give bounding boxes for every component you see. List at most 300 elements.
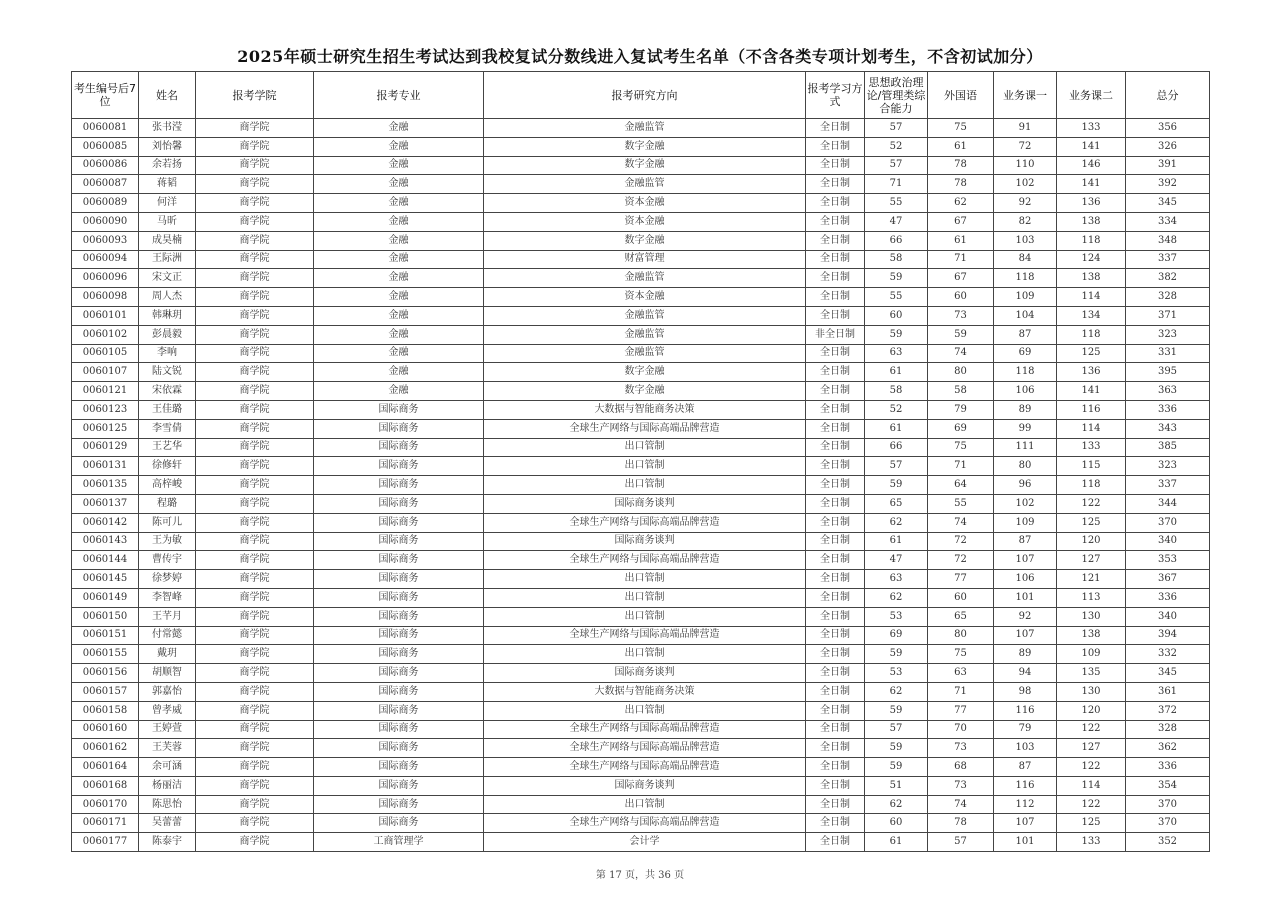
table-row (72, 212, 1210, 231)
cell-name: 宋文正 (139, 269, 196, 288)
cell-study-mode: 全日制 (806, 156, 865, 175)
cell-foreign-language: 57 (928, 833, 994, 852)
cell-subject-one: 118 (994, 269, 1057, 288)
cell-research-direction: 数字金融 (484, 137, 806, 156)
cell-politics-score: 58 (865, 250, 928, 269)
table-row (72, 382, 1210, 401)
cell-politics-score: 53 (865, 664, 928, 683)
cell-research-direction: 全球生产网络与国际高端品牌营造 (484, 626, 806, 645)
cell-total-score: 348 (1126, 231, 1210, 250)
cell-subject-two: 114 (1057, 288, 1126, 307)
cell-politics-score: 61 (865, 532, 928, 551)
cell-subject-two: 115 (1057, 457, 1126, 476)
cell-foreign-language: 80 (928, 363, 994, 382)
header-total-score: 总分 (1126, 72, 1210, 119)
cell-major: 国际商务 (314, 532, 484, 551)
header-college: 报考学院 (196, 72, 314, 119)
cell-research-direction: 金融监管 (484, 119, 806, 138)
cell-subject-two: 122 (1057, 494, 1126, 513)
cell-research-direction: 出口管制 (484, 795, 806, 814)
cell-college: 商学院 (196, 720, 314, 739)
cell-study-mode: 全日制 (806, 682, 865, 701)
cell-major: 国际商务 (314, 720, 484, 739)
cell-study-mode: 全日制 (806, 382, 865, 401)
cell-college: 商学院 (196, 758, 314, 777)
table-row (72, 419, 1210, 438)
cell-subject-two: 136 (1057, 194, 1126, 213)
cell-candidate-id: 0060087 (72, 175, 139, 194)
cell-candidate-id: 0060162 (72, 739, 139, 758)
cell-foreign-language: 61 (928, 231, 994, 250)
cell-major: 金融 (314, 363, 484, 382)
header-study-mode: 报考学习方式 (806, 72, 865, 119)
cell-subject-one: 107 (994, 626, 1057, 645)
cell-candidate-id: 0060081 (72, 119, 139, 138)
cell-total-score: 370 (1126, 795, 1210, 814)
cell-subject-one: 111 (994, 438, 1057, 457)
cell-college: 商学院 (196, 494, 314, 513)
cell-politics-score: 63 (865, 570, 928, 589)
table-row (72, 494, 1210, 513)
cell-subject-two: 113 (1057, 588, 1126, 607)
cell-politics-score: 47 (865, 551, 928, 570)
header-research-direction: 报考研究方向 (484, 72, 806, 119)
cell-politics-score: 57 (865, 119, 928, 138)
cell-politics-score: 60 (865, 306, 928, 325)
table-row (72, 607, 1210, 626)
cell-major: 金融 (314, 194, 484, 213)
cell-subject-one: 91 (994, 119, 1057, 138)
cell-candidate-id: 0060151 (72, 626, 139, 645)
cell-candidate-id: 0060101 (72, 306, 139, 325)
cell-name: 徐修轩 (139, 457, 196, 476)
cell-study-mode: 全日制 (806, 588, 865, 607)
cell-research-direction: 全球生产网络与国际高端品牌营造 (484, 551, 806, 570)
cell-major: 国际商务 (314, 494, 484, 513)
cell-subject-one: 107 (994, 814, 1057, 833)
cell-foreign-language: 64 (928, 476, 994, 495)
cell-subject-two: 124 (1057, 250, 1126, 269)
cell-study-mode: 全日制 (806, 419, 865, 438)
cell-subject-two: 130 (1057, 682, 1126, 701)
cell-candidate-id: 0060168 (72, 776, 139, 795)
cell-study-mode: 全日制 (806, 758, 865, 777)
table-row (72, 119, 1210, 138)
cell-study-mode: 全日制 (806, 137, 865, 156)
cell-study-mode: 全日制 (806, 570, 865, 589)
cell-subject-two: 122 (1057, 795, 1126, 814)
cell-subject-one: 104 (994, 306, 1057, 325)
cell-major: 国际商务 (314, 551, 484, 570)
cell-subject-one: 101 (994, 833, 1057, 852)
cell-subject-two: 114 (1057, 776, 1126, 795)
cell-total-score: 370 (1126, 814, 1210, 833)
cell-politics-score: 63 (865, 344, 928, 363)
table-row (72, 156, 1210, 175)
cell-subject-one: 87 (994, 325, 1057, 344)
cell-study-mode: 全日制 (806, 457, 865, 476)
cell-foreign-language: 73 (928, 776, 994, 795)
cell-subject-two: 125 (1057, 344, 1126, 363)
cell-major: 金融 (314, 156, 484, 175)
cell-subject-two: 138 (1057, 626, 1126, 645)
cell-politics-score: 55 (865, 194, 928, 213)
table-row (72, 250, 1210, 269)
cell-politics-score: 71 (865, 175, 928, 194)
cell-subject-one: 72 (994, 137, 1057, 156)
cell-research-direction: 资本金融 (484, 288, 806, 307)
table-row (72, 400, 1210, 419)
cell-college: 商学院 (196, 814, 314, 833)
cell-subject-one: 94 (994, 664, 1057, 683)
cell-total-score: 367 (1126, 570, 1210, 589)
cell-subject-one: 92 (994, 607, 1057, 626)
cell-candidate-id: 0060093 (72, 231, 139, 250)
cell-research-direction: 全球生产网络与国际高端品牌营造 (484, 419, 806, 438)
cell-subject-one: 106 (994, 570, 1057, 589)
cell-major: 国际商务 (314, 476, 484, 495)
cell-total-score: 385 (1126, 438, 1210, 457)
cell-major: 国际商务 (314, 814, 484, 833)
cell-subject-two: 138 (1057, 212, 1126, 231)
cell-study-mode: 全日制 (806, 306, 865, 325)
cell-research-direction: 大数据与智能商务决策 (484, 682, 806, 701)
cell-college: 商学院 (196, 664, 314, 683)
cell-politics-score: 47 (865, 212, 928, 231)
table-row (72, 570, 1210, 589)
table-row (72, 288, 1210, 307)
table-row (72, 231, 1210, 250)
cell-name: 郭嘉怡 (139, 682, 196, 701)
cell-college: 商学院 (196, 513, 314, 532)
cell-study-mode: 全日制 (806, 250, 865, 269)
cell-college: 商学院 (196, 588, 314, 607)
cell-name: 王芙蓉 (139, 739, 196, 758)
cell-foreign-language: 63 (928, 664, 994, 683)
cell-foreign-language: 71 (928, 457, 994, 476)
cell-research-direction: 金融监管 (484, 175, 806, 194)
cell-foreign-language: 73 (928, 739, 994, 758)
cell-college: 商学院 (196, 175, 314, 194)
cell-politics-score: 61 (865, 363, 928, 382)
cell-college: 商学院 (196, 400, 314, 419)
cell-major: 国际商务 (314, 588, 484, 607)
cell-name: 张书滢 (139, 119, 196, 138)
cell-name: 王芊月 (139, 607, 196, 626)
cell-subject-one: 84 (994, 250, 1057, 269)
cell-politics-score: 57 (865, 457, 928, 476)
cell-politics-score: 59 (865, 269, 928, 288)
cell-subject-one: 109 (994, 288, 1057, 307)
cell-candidate-id: 0060137 (72, 494, 139, 513)
cell-name: 陈泰宇 (139, 833, 196, 852)
cell-subject-one: 87 (994, 532, 1057, 551)
cell-total-score: 345 (1126, 664, 1210, 683)
cell-name: 王为敏 (139, 532, 196, 551)
table-row (72, 814, 1210, 833)
cell-candidate-id: 0060098 (72, 288, 139, 307)
cell-politics-score: 52 (865, 400, 928, 419)
cell-foreign-language: 74 (928, 513, 994, 532)
cell-subject-two: 118 (1057, 325, 1126, 344)
cell-total-score: 363 (1126, 382, 1210, 401)
cell-college: 商学院 (196, 156, 314, 175)
cell-research-direction: 出口管制 (484, 607, 806, 626)
cell-total-score: 336 (1126, 588, 1210, 607)
cell-major: 国际商务 (314, 419, 484, 438)
cell-subject-two: 136 (1057, 363, 1126, 382)
cell-politics-score: 59 (865, 645, 928, 664)
cell-foreign-language: 72 (928, 532, 994, 551)
cell-major: 金融 (314, 137, 484, 156)
cell-subject-two: 141 (1057, 175, 1126, 194)
cell-college: 商学院 (196, 551, 314, 570)
cell-total-score: 343 (1126, 419, 1210, 438)
cell-foreign-language: 70 (928, 720, 994, 739)
cell-research-direction: 全球生产网络与国际高端品牌营造 (484, 720, 806, 739)
cell-research-direction: 出口管制 (484, 457, 806, 476)
cell-foreign-language: 78 (928, 814, 994, 833)
cell-college: 商学院 (196, 701, 314, 720)
cell-college: 商学院 (196, 288, 314, 307)
cell-total-score: 391 (1126, 156, 1210, 175)
document-title: 2025年硕士研究生招生考试达到我校复试分数线进入复试考生名单（不含各类专项计划考生，不含初试加分） (237, 47, 1043, 66)
cell-college: 商学院 (196, 626, 314, 645)
cell-subject-two: 127 (1057, 551, 1126, 570)
cell-subject-one: 82 (994, 212, 1057, 231)
table-row (72, 682, 1210, 701)
table-row (72, 325, 1210, 344)
table-header-row (72, 72, 1210, 119)
cell-name: 韩琳玥 (139, 306, 196, 325)
cell-name: 蒋韬 (139, 175, 196, 194)
cell-major: 国际商务 (314, 682, 484, 701)
cell-politics-score: 59 (865, 701, 928, 720)
cell-study-mode: 全日制 (806, 776, 865, 795)
cell-research-direction: 会计学 (484, 833, 806, 852)
cell-subject-one: 99 (994, 419, 1057, 438)
cell-college: 商学院 (196, 382, 314, 401)
cell-total-score: 394 (1126, 626, 1210, 645)
cell-research-direction: 国际商务谈判 (484, 494, 806, 513)
table-row (72, 626, 1210, 645)
cell-subject-two: 120 (1057, 701, 1126, 720)
cell-college: 商学院 (196, 231, 314, 250)
cell-total-score: 382 (1126, 269, 1210, 288)
table-row (72, 457, 1210, 476)
cell-major: 国际商务 (314, 795, 484, 814)
cell-foreign-language: 71 (928, 250, 994, 269)
cell-major: 金融 (314, 231, 484, 250)
cell-candidate-id: 0060089 (72, 194, 139, 213)
cell-candidate-id: 0060142 (72, 513, 139, 532)
cell-college: 商学院 (196, 833, 314, 852)
cell-foreign-language: 74 (928, 344, 994, 363)
cell-subject-two: 135 (1057, 664, 1126, 683)
cell-research-direction: 全球生产网络与国际高端品牌营造 (484, 814, 806, 833)
cell-major: 国际商务 (314, 758, 484, 777)
cell-candidate-id: 0060150 (72, 607, 139, 626)
table-row (72, 551, 1210, 570)
cell-subject-two: 133 (1057, 833, 1126, 852)
cell-research-direction: 国际商务谈判 (484, 776, 806, 795)
cell-study-mode: 全日制 (806, 344, 865, 363)
cell-subject-two: 114 (1057, 419, 1126, 438)
cell-candidate-id: 0060105 (72, 344, 139, 363)
cell-research-direction: 数字金融 (484, 231, 806, 250)
cell-college: 商学院 (196, 306, 314, 325)
cell-subject-one: 96 (994, 476, 1057, 495)
cell-study-mode: 全日制 (806, 833, 865, 852)
cell-name: 徐梦婷 (139, 570, 196, 589)
cell-total-score: 371 (1126, 306, 1210, 325)
cell-total-score: 336 (1126, 758, 1210, 777)
cell-research-direction: 财富管理 (484, 250, 806, 269)
table-row (72, 532, 1210, 551)
candidate-table (71, 71, 1210, 852)
cell-college: 商学院 (196, 194, 314, 213)
cell-study-mode: 全日制 (806, 400, 865, 419)
cell-name: 高梓峻 (139, 476, 196, 495)
cell-total-score: 332 (1126, 645, 1210, 664)
cell-politics-score: 61 (865, 833, 928, 852)
table-row (72, 645, 1210, 664)
cell-college: 商学院 (196, 476, 314, 495)
header-subject-two: 业务课二 (1057, 72, 1126, 119)
cell-study-mode: 全日制 (806, 513, 865, 532)
header-subject-one: 业务课一 (994, 72, 1057, 119)
cell-foreign-language: 58 (928, 382, 994, 401)
cell-candidate-id: 0060155 (72, 645, 139, 664)
cell-total-score: 354 (1126, 776, 1210, 795)
cell-subject-one: 102 (994, 175, 1057, 194)
cell-politics-score: 59 (865, 758, 928, 777)
cell-politics-score: 62 (865, 513, 928, 532)
cell-subject-one: 112 (994, 795, 1057, 814)
cell-subject-one: 69 (994, 344, 1057, 363)
cell-subject-two: 122 (1057, 720, 1126, 739)
cell-research-direction: 出口管制 (484, 645, 806, 664)
table-row (72, 306, 1210, 325)
cell-candidate-id: 0060143 (72, 532, 139, 551)
cell-college: 商学院 (196, 776, 314, 795)
cell-subject-one: 89 (994, 645, 1057, 664)
cell-research-direction: 国际商务谈判 (484, 664, 806, 683)
cell-research-direction: 出口管制 (484, 588, 806, 607)
cell-politics-score: 59 (865, 739, 928, 758)
cell-politics-score: 66 (865, 231, 928, 250)
cell-total-score: 353 (1126, 551, 1210, 570)
cell-research-direction: 出口管制 (484, 476, 806, 495)
cell-total-score: 337 (1126, 250, 1210, 269)
cell-subject-two: 109 (1057, 645, 1126, 664)
cell-subject-one: 87 (994, 758, 1057, 777)
cell-major: 国际商务 (314, 457, 484, 476)
cell-major: 国际商务 (314, 400, 484, 419)
cell-subject-one: 116 (994, 701, 1057, 720)
cell-foreign-language: 77 (928, 701, 994, 720)
cell-major: 国际商务 (314, 664, 484, 683)
cell-major: 金融 (314, 175, 484, 194)
cell-study-mode: 全日制 (806, 363, 865, 382)
cell-total-score: 392 (1126, 175, 1210, 194)
cell-subject-two: 118 (1057, 231, 1126, 250)
cell-major: 国际商务 (314, 645, 484, 664)
table-row (72, 701, 1210, 720)
cell-subject-two: 133 (1057, 438, 1126, 457)
cell-subject-two: 121 (1057, 570, 1126, 589)
cell-study-mode: 非全日制 (806, 325, 865, 344)
cell-college: 商学院 (196, 645, 314, 664)
cell-research-direction: 国际商务谈判 (484, 532, 806, 551)
cell-foreign-language: 68 (928, 758, 994, 777)
cell-politics-score: 62 (865, 795, 928, 814)
cell-candidate-id: 0060094 (72, 250, 139, 269)
cell-college: 商学院 (196, 269, 314, 288)
cell-college: 商学院 (196, 137, 314, 156)
table-row (72, 513, 1210, 532)
cell-name: 曹传宇 (139, 551, 196, 570)
cell-subject-one: 106 (994, 382, 1057, 401)
cell-politics-score: 53 (865, 607, 928, 626)
cell-study-mode: 全日制 (806, 664, 865, 683)
cell-college: 商学院 (196, 212, 314, 231)
cell-total-score: 370 (1126, 513, 1210, 532)
cell-subject-two: 141 (1057, 137, 1126, 156)
cell-study-mode: 全日制 (806, 269, 865, 288)
cell-candidate-id: 0060107 (72, 363, 139, 382)
header-foreign-language: 外国语 (928, 72, 994, 119)
cell-subject-one: 103 (994, 231, 1057, 250)
table-row (72, 739, 1210, 758)
table-row (72, 363, 1210, 382)
cell-major: 工商管理学 (314, 833, 484, 852)
cell-politics-score: 66 (865, 438, 928, 457)
cell-name: 李雪倩 (139, 419, 196, 438)
cell-candidate-id: 0060160 (72, 720, 139, 739)
cell-name: 李智峰 (139, 588, 196, 607)
cell-foreign-language: 75 (928, 119, 994, 138)
cell-total-score: 340 (1126, 607, 1210, 626)
cell-candidate-id: 0060131 (72, 457, 139, 476)
cell-candidate-id: 0060096 (72, 269, 139, 288)
cell-total-score: 352 (1126, 833, 1210, 852)
cell-subject-one: 98 (994, 682, 1057, 701)
cell-politics-score: 62 (865, 588, 928, 607)
cell-name: 马昕 (139, 212, 196, 231)
cell-total-score: 362 (1126, 739, 1210, 758)
cell-research-direction: 金融监管 (484, 306, 806, 325)
cell-politics-score: 69 (865, 626, 928, 645)
cell-candidate-id: 0060149 (72, 588, 139, 607)
cell-name: 王佳璐 (139, 400, 196, 419)
cell-candidate-id: 0060121 (72, 382, 139, 401)
cell-study-mode: 全日制 (806, 438, 865, 457)
cell-name: 刘怡馨 (139, 137, 196, 156)
cell-total-score: 326 (1126, 137, 1210, 156)
cell-total-score: 361 (1126, 682, 1210, 701)
cell-candidate-id: 0060125 (72, 419, 139, 438)
cell-total-score: 336 (1126, 400, 1210, 419)
cell-subject-two: 116 (1057, 400, 1126, 419)
header-name: 姓名 (139, 72, 196, 119)
cell-study-mode: 全日制 (806, 795, 865, 814)
cell-subject-two: 125 (1057, 513, 1126, 532)
cell-major: 金融 (314, 269, 484, 288)
cell-foreign-language: 60 (928, 288, 994, 307)
cell-politics-score: 55 (865, 288, 928, 307)
cell-major: 金融 (314, 344, 484, 363)
